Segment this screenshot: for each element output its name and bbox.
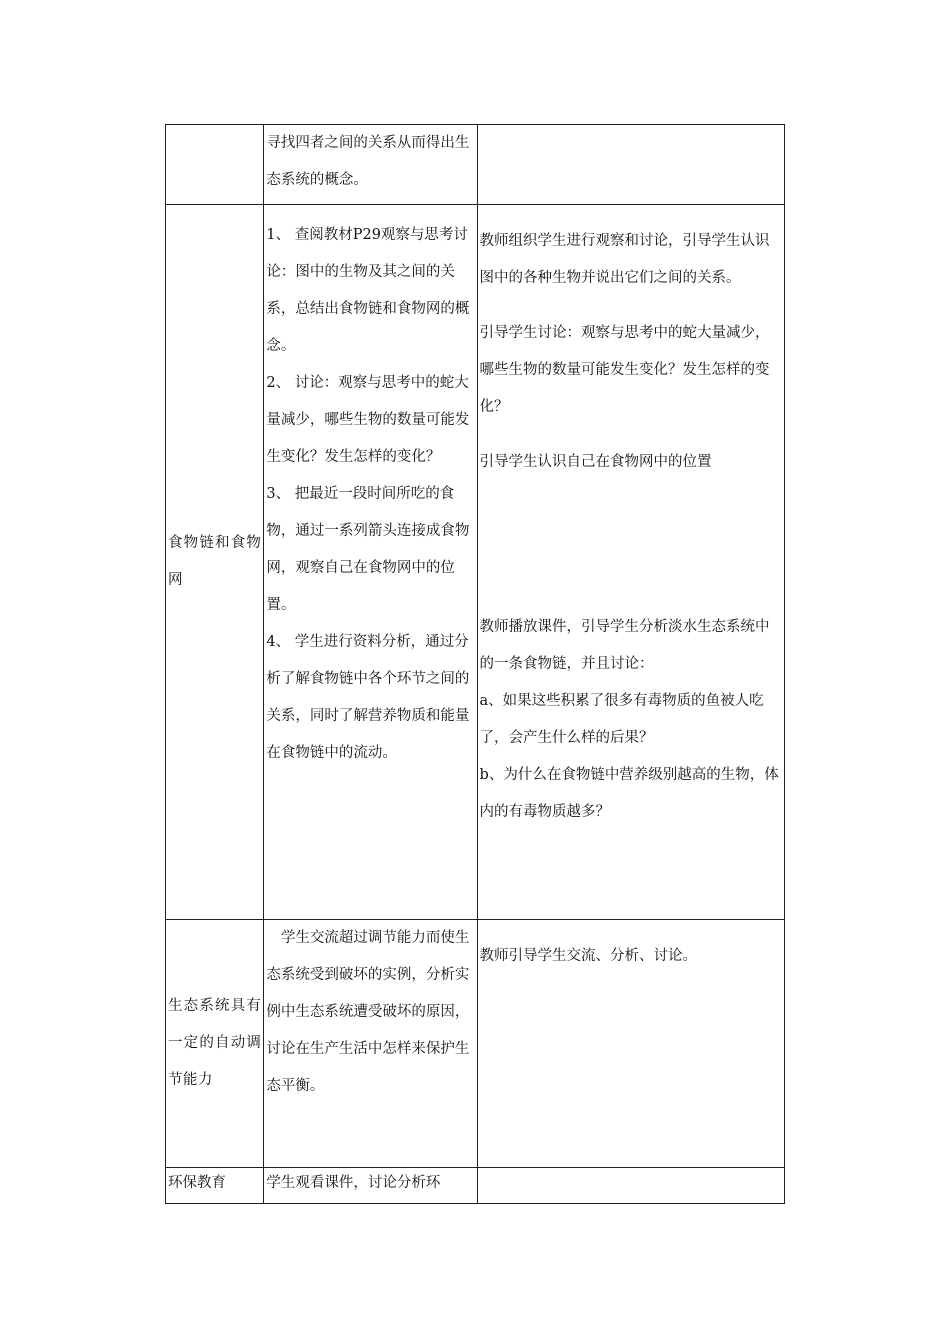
student-activity-cell	[264, 205, 477, 920]
teacher-activity-cell	[477, 1168, 784, 1204]
teacher-activity-cell	[477, 920, 784, 1168]
teacher-text: b、为什么在食物链中营养级别越高的生物，体内的有毒物质越多？	[479, 767, 779, 820]
topic-cell: 环保教育	[166, 1168, 264, 1204]
teacher-activity-cell	[477, 125, 784, 205]
student-text: 4、 学生进行资料分析，通过分析了解食物链中各个环节之间的关系，同时了解营养物质和能量在食物链中的流动。	[266, 634, 470, 761]
topic-cell	[166, 205, 264, 920]
teacher-text: 教师播放课件，引导学生分析淡水生态系统中的一条食物链，并且讨论：	[479, 619, 770, 672]
table-row	[166, 1168, 785, 1204]
student-text: 学生观看课件，讨论分析环	[266, 1175, 441, 1191]
student-text: 寻找四者之间的关系从而得出生态系统的概念。	[266, 135, 470, 188]
student-activity-cell	[264, 1168, 477, 1204]
student-text: 2、 讨论：观察与思考中的蛇大量减少，哪些生物的数量可能发生变化？发生怎样的变化？	[266, 375, 470, 465]
teacher-text: 教师组织学生进行观察和讨论，引导学生认识图中的各种生物并说出它们之间的关系。	[479, 233, 770, 286]
student-activity-cell	[264, 125, 477, 205]
teacher-activity-cell	[477, 205, 784, 920]
table-row	[166, 920, 785, 1168]
topic-text: 生态系统具有一定的自动调节能力	[168, 998, 262, 1088]
table-row	[166, 125, 785, 205]
topic-cell	[166, 920, 264, 1168]
teacher-text: 教师引导学生交流、分析、讨论。	[479, 948, 698, 964]
teacher-text: 引导学生认识自己在食物网中的位置	[479, 454, 712, 470]
topic-text: 食物链和食物网	[168, 535, 262, 588]
student-text: 学生交流超过调节能力而使生态系统受到破坏的实例，分析实例中生态系统遭受破坏的原因，讨论在生产生活中怎样来保护生态平衡。	[266, 930, 470, 1094]
student-text: 3、 把最近一段时间所吃的食物，通过一系列箭头连接成食物网，观察自己在食物网中的位置。	[266, 486, 470, 613]
student-text: 1、 查阅教材P29观察与思考讨论：图中的生物及其之间的关系，总结出食物链和食物网的概念。	[266, 227, 470, 354]
lesson-plan-table	[165, 124, 785, 1204]
topic-cell	[166, 125, 264, 205]
teacher-text: a、如果这些积累了很多有毒物质的鱼被人吃了，会产生什么样的后果？	[479, 693, 764, 746]
teacher-text: 引导学生讨论：观察与思考中的蛇大量减少，哪些生物的数量可能发生变化？发生怎样的变化？	[479, 325, 770, 415]
table-row	[166, 205, 785, 920]
student-activity-cell	[264, 920, 477, 1168]
